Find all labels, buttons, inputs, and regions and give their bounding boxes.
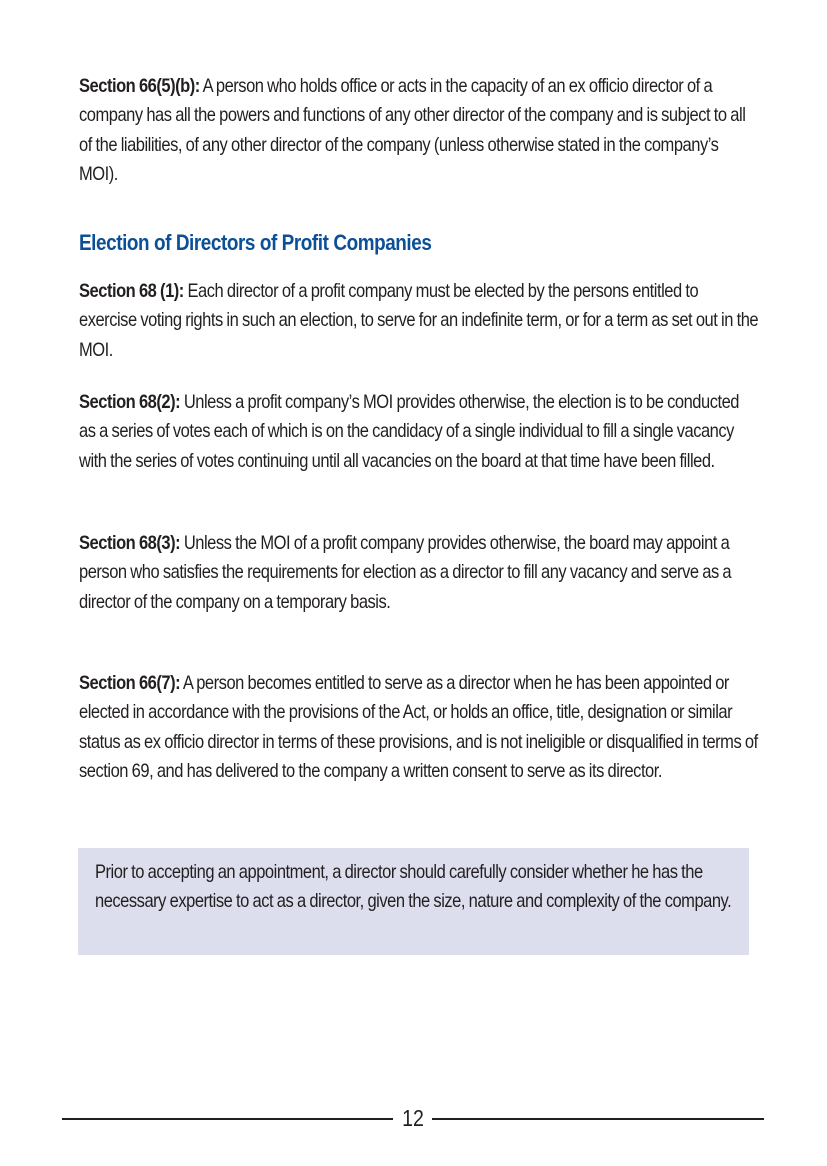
section-label: Section 68(3): xyxy=(79,533,181,554)
footer-rule-left xyxy=(62,1118,393,1120)
page-number: 12 xyxy=(402,1105,424,1131)
section-heading: Election of Directors of Profit Companies xyxy=(79,230,432,255)
section-label: Section 66(5)(b): xyxy=(79,76,200,97)
section-label: Section 66(7): xyxy=(79,673,181,694)
section-text: Unless a profit company’s MOI provides otherwise, the election is to be conducted as a series of votes each of which is on the candidacy of a single individual to fill a single vacancy with the series of votes continuing until all vacancies on the board at that time have been filled. xyxy=(79,392,740,472)
footer-rule-right xyxy=(432,1118,764,1120)
section-paragraph xyxy=(79,277,758,365)
section-label: Section 68 (1): xyxy=(79,281,184,302)
section-paragraph xyxy=(79,388,758,476)
section-text: Each director of a profit company must be elected by the persons entitled to exercise voting rights in such an election, to serve for an indefinite term, or for a term as set out in the MOI. xyxy=(79,281,759,361)
section-label: Section 68(2): xyxy=(79,392,181,413)
callout-box xyxy=(78,848,749,955)
section-text: Unless the MOI of a profit company provides otherwise, the board may appoint a person who satisfies the requirements for election as a director to fill any vacancy and serve as a director of the company on a temporary basis. xyxy=(79,533,732,613)
section-text: A person who holds office or acts in the capacity of an ex officio director of a company has all the powers and functions of any other director of the company and is subject to all of the liabilities, of any other director of the company (unless otherwise stated in the company’s MOI). xyxy=(79,76,746,185)
section-paragraph xyxy=(79,72,758,189)
section-paragraph xyxy=(79,669,758,786)
callout-text: Prior to accepting an appointment, a director should carefully consider whether he has the necessary expertise to act as a director, given the size, nature and complexity of the company. xyxy=(95,862,732,913)
section-paragraph xyxy=(79,529,758,617)
section-text: A person becomes entitled to serve as a director when he has been appointed or elected in accordance with the provisions of the Act, or holds an office, title, designation or similar status as ex officio director in terms of these provisions, and is not ineligible or disqualified in terms of section 69, and has delivered to the company a written consent to serve as its director. xyxy=(79,673,758,782)
page-footer xyxy=(62,1104,764,1134)
